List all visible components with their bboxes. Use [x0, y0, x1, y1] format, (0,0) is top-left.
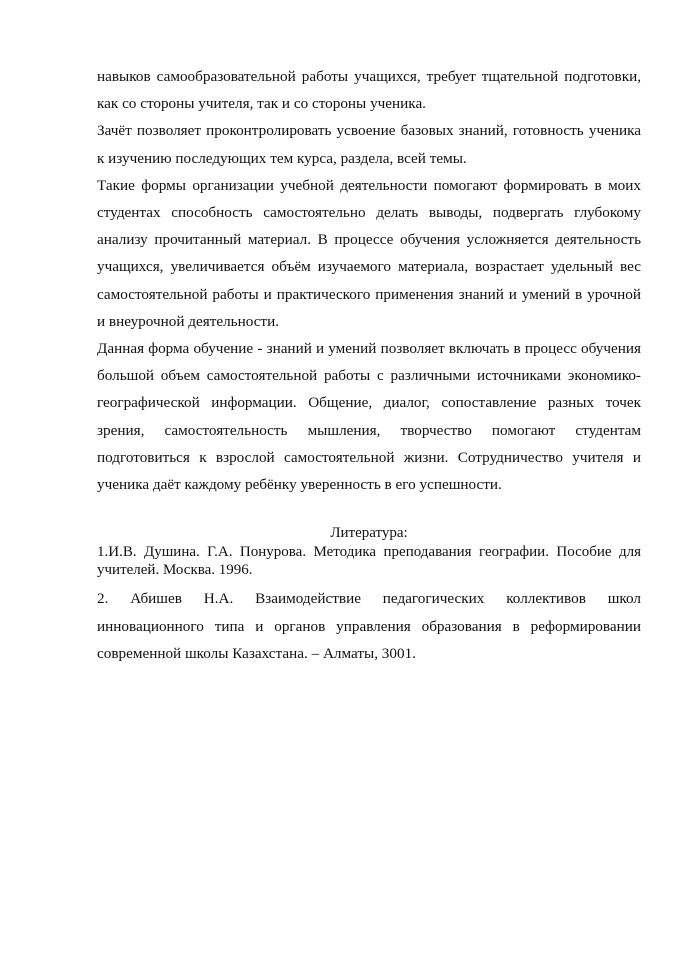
reference-item-1: 1.И.В. Душина. Г.А. Понурова. Методика преподавания географии. Пособие для учителей. Москва. 1996. [97, 544, 641, 579]
paragraph-1: навыков самообразовательной работы учащихся, требует тщательной подготовки, как со стороны учителя, так и со стороны ученика. [97, 68, 641, 113]
references-heading: Литература: [330, 525, 408, 542]
paragraph-4: Данная форма обучение - знаний и умений позволяет включать в процесс обучения большой объем самостоятельной работы с различными источниками экономико-географической информации. Общение, диалог, сопоставление разных точек зрения, самостоятельность мышления, творчество помогают студентам подготовиться к взрослой самостоятельной жизни. Сотрудничество учителя и ученика даёт каждому ребёнку уверенность в его успешности. [97, 340, 641, 494]
paragraph-3: Такие формы организации учебной деятельности помогают формировать в моих студентах способность самостоятельно делать выводы, подвергать глубокому анализу прочитанный материал. В процессе обучения усложняется деятельность учащихся, увеличивается объём изучаемого материала, возрастает удельный вес самостоятельной работы и практического применения знаний и умений в урочной и внеурочной деятельности. [97, 176, 641, 330]
document-body [97, 63, 641, 668]
reference-item-2: 2. Абишев Н.А. Взаимодействие педагогических коллективов школ инновационного типа и органов управления образования в реформировании современной школы Казахстана. – Алматы, 3001. [97, 590, 641, 663]
paragraph-2: Зачёт позволяет проконтролировать усвоение базовых знаний, готовность ученика к изучению последующих тем курса, раздела, всей темы. [97, 122, 641, 167]
